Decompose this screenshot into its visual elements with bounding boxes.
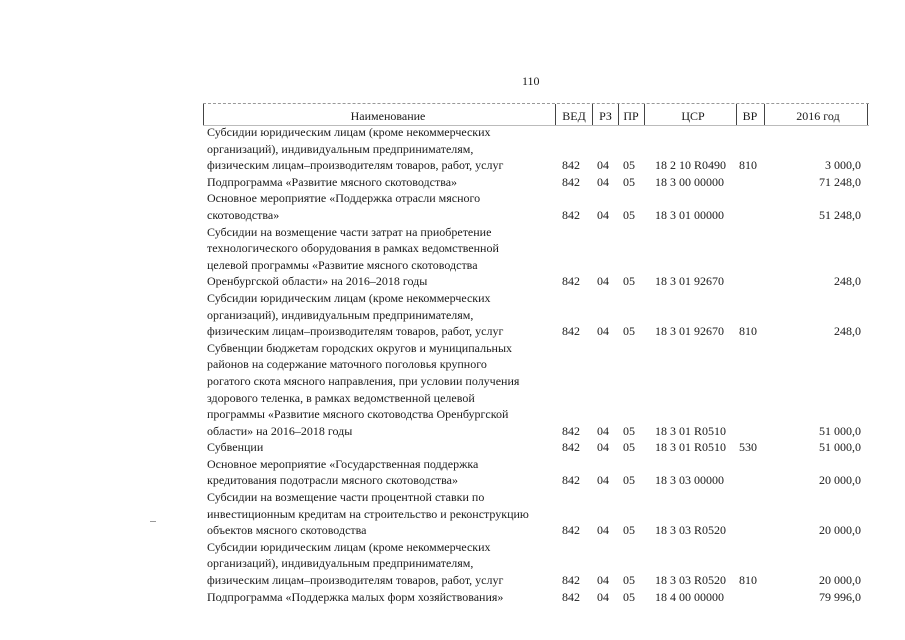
rz-code: 04 [597,589,609,604]
amount-2016: 51 000,0 [819,423,861,438]
pr-code: 05 [623,523,635,538]
ved-code: 842 [562,423,580,438]
table-row [207,539,869,589]
row-name-line: рогатого скота мясного направления, при условии получения [207,373,520,388]
ved-code: 842 [562,274,580,289]
row-codes [207,439,869,456]
row-name-line: программы «Развитие мясного скотоводства Оренбургской [207,407,509,422]
ved-code: 842 [562,207,580,222]
amount-2016: 248,0 [834,324,861,339]
ved-code: 842 [562,324,580,339]
ved-code: 842 [562,440,580,455]
pr-code: 05 [623,423,635,438]
row-name-line: кредитования подотрасли мясного скотоводства» [207,473,458,488]
row-name-line: Субсидии юридическим лицам (кроме некоммерческих [207,539,491,554]
pr-code: 05 [623,440,635,455]
header-pr: ПР [623,109,639,123]
row-codes [207,589,869,606]
row-name-line: физическим лицам–производителям товаров, работ, услуг [207,324,504,339]
row-name-line: скотоводства» [207,207,280,222]
row-codes [207,174,869,191]
column-divider [867,104,868,125]
ved-code: 842 [562,589,580,604]
table-row [207,290,869,340]
margin-mark [150,521,156,522]
column-divider [644,104,645,125]
ved-code: 842 [562,573,580,588]
csr-code: 18 3 03 00000 [655,473,724,488]
header-vr: ВР [742,109,758,123]
pr-code: 05 [623,174,635,189]
table-row [207,439,869,456]
rz-code: 04 [597,158,609,173]
pr-code: 05 [623,158,635,173]
amount-2016: 51 000,0 [819,440,861,455]
ved-code: 842 [562,158,580,173]
row-name-line: районов на содержание маточного поголовья крупного [207,357,487,372]
header-name: Наименование [350,109,426,123]
rz-code: 04 [597,473,609,488]
pr-code: 05 [623,473,635,488]
column-divider [764,104,765,125]
row-codes [207,207,869,224]
table-body [207,124,869,605]
rz-code: 04 [597,423,609,438]
rz-code: 04 [597,573,609,588]
table-row [207,340,869,440]
csr-code: 18 3 01 R0510 [655,440,727,455]
vr-code: 810 [739,158,757,173]
ved-code: 842 [562,523,580,538]
vr-code: 530 [739,440,757,455]
header-rz: РЗ [599,109,612,123]
table-header [203,103,869,126]
csr-code: 18 3 03 R0520 [655,573,727,588]
row-name-line: Основное мероприятие «Поддержка отрасли мясного [207,191,481,206]
table-row [207,224,869,290]
amount-2016: 51 248,0 [819,207,861,222]
row-name-line: области» на 2016–2018 годы [207,423,353,438]
rz-code: 04 [597,440,609,455]
csr-code: 18 3 03 R0520 [655,523,727,538]
pr-code: 05 [623,274,635,289]
amount-2016: 20 000,0 [819,473,861,488]
row-name-line: Подпрограмма «Развитие мясного скотоводства» [207,174,458,189]
pr-code: 05 [623,589,635,604]
column-divider [203,104,204,125]
amount-2016: 248,0 [834,274,861,289]
csr-code: 18 3 01 92670 [655,274,724,289]
header-ved: ВЕД [562,109,586,123]
pr-code: 05 [623,324,635,339]
row-name-line: Субвенции бюджетам городских округов и муниципальных [207,340,513,355]
page-number: 110 [522,74,540,88]
row-codes [207,273,869,290]
amount-2016: 71 248,0 [819,174,861,189]
header-year: 2016 год [796,109,840,123]
csr-code: 18 3 01 R0510 [655,423,727,438]
row-name-line: физическим лицам–производителям товаров, работ, услуг [207,158,504,173]
rz-code: 04 [597,274,609,289]
ved-code: 842 [562,473,580,488]
csr-code: 18 3 01 00000 [655,207,724,222]
rz-code: 04 [597,523,609,538]
column-divider [555,104,556,125]
pr-code: 05 [623,573,635,588]
row-name-line: организаций), индивидуальным предпринимателям, [207,556,474,571]
row-name-line: Основное мероприятие «Государственная поддержка [207,456,479,471]
pr-code: 05 [623,207,635,222]
row-name-line: Субсидии на возмещение части процентной ставки по [207,490,485,505]
row-name-line: Субсидии юридическим лицам (кроме некоммерческих [207,125,491,139]
table-row [207,124,869,174]
csr-code: 18 3 01 92670 [655,324,724,339]
row-codes [207,472,869,489]
row-name-line: инвестиционным кредитам на строительство и реконструкцию [207,506,529,521]
rz-code: 04 [597,324,609,339]
row-name-line: Оренбургской области» на 2016–2018 годы [207,274,428,289]
table-row [207,589,869,606]
csr-code: 18 2 10 R0490 [655,158,727,173]
row-name-line: технологического оборудования в рамках ведомственной [207,241,499,256]
row-name-line: физическим лицам–производителям товаров, работ, услуг [207,573,504,588]
amount-2016: 3 000,0 [825,158,861,173]
rz-code: 04 [597,174,609,189]
csr-code: 18 3 00 00000 [655,174,724,189]
row-codes [207,522,869,539]
amount-2016: 79 996,0 [819,589,861,604]
row-codes [207,423,869,440]
vr-code: 810 [739,324,757,339]
row-name-line: объектов мясного скотоводства [207,523,367,538]
ved-code: 842 [562,174,580,189]
row-name-line: целевой программы «Развитие мясного скотоводства [207,257,478,272]
row-name-line: Субсидии юридическим лицам (кроме некоммерческих [207,290,491,305]
table-row [207,489,869,539]
table-row [207,190,869,223]
row-codes [207,572,869,589]
rz-code: 04 [597,207,609,222]
amount-2016: 20 000,0 [819,523,861,538]
row-name-line: организаций), индивидуальным предпринимателям, [207,141,474,156]
csr-code: 18 4 00 00000 [655,589,724,604]
row-codes [207,157,869,174]
table-row [207,174,869,191]
row-name-line: здорового теленка, в рамках ведомственной целевой [207,390,475,405]
row-name-line: организаций), индивидуальным предпринимателям, [207,307,474,322]
header-csr: ЦСР [681,109,705,123]
row-name-line: Субвенции [207,440,264,455]
table-row [207,456,869,489]
amount-2016: 20 000,0 [819,573,861,588]
row-codes [207,323,869,340]
row-name-line: Подпрограмма «Поддержка малых форм хозяйствования» [207,589,504,604]
row-name-line: Субсидии на возмещение части затрат на приобретение [207,224,492,239]
vr-code: 810 [739,573,757,588]
